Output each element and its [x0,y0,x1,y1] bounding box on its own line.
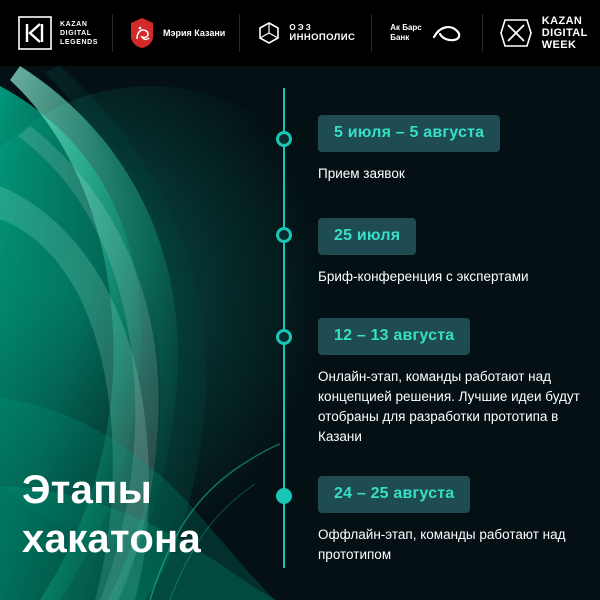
timeline-description-3: Онлайн-этап, команды работают над концепцией решения. Лучшие идеи будут отобраны для разработки прототипа в Казани [318,369,580,444]
timeline-date-badge-2: 25 июля [318,218,416,255]
logo-kdw-line-3: WEEK [541,39,577,51]
page-title [22,466,201,564]
kdl-monogram-icon [18,16,52,50]
logo-kazan-digital-week [483,0,598,66]
timeline-item-4 [318,476,580,565]
logo-meria-text: Мэрия Казани [163,28,226,38]
logo-akbars-line-2: Банк [390,33,410,42]
logo-oez-line-2: ИННОПОЛИС [289,32,356,43]
page-title-line-1: Этапы [22,468,153,512]
kdw-mark-icon [499,18,533,48]
timeline-item-3 [318,318,580,447]
logo-kdl-line-1: KAZAN [60,20,88,28]
logo-kdw-text [542,15,588,51]
timeline-date-badge-3: 12 – 13 августа [318,318,470,355]
kazan-coat-of-arms-icon [129,17,155,49]
timeline-item-2 [318,218,529,287]
logo-akbars-text [390,23,422,43]
timeline-date-badge-4: 24 – 25 августа [318,476,470,513]
logo-kdw-line-1: KAZAN [541,15,583,27]
timeline-node-2 [276,227,292,243]
timeline-node-1 [276,131,292,147]
timeline-node-4 [276,488,292,504]
timeline-item-1 [318,115,500,184]
ak-bars-swoosh-icon [432,23,466,43]
logo-kdl-text [60,20,98,47]
timeline-description-1: Прием заявок [318,166,405,181]
logo-akbars-line-1: Ак Барс [390,23,422,32]
logo-kdl-line-3: LEGENDS [60,38,99,46]
logo-meria-kazani [113,0,239,66]
timeline-description-2: Бриф-конференция с экспертами [318,269,529,284]
page-title-line-2: хакатона [22,517,202,561]
logo-kdl-line-2: DIGITAL [60,29,92,37]
logo-kazan-digital-legends [0,0,112,66]
sponsor-logo-bar [0,0,600,66]
logo-oez-line-1: ОЭЗ [289,23,314,32]
logo-kdw-line-2: DIGITAL [541,27,588,39]
logo-oez-innopolis [240,0,371,66]
timeline-description-4: Оффлайн-этап, команды работают над прототипом [318,527,566,562]
timeline-date-badge-1: 5 июля – 5 августа [318,115,500,152]
logo-oez-text [289,23,355,43]
timeline-node-3 [276,329,292,345]
innopolis-hex-icon [258,22,280,44]
logo-ak-bars-bank [372,0,482,66]
